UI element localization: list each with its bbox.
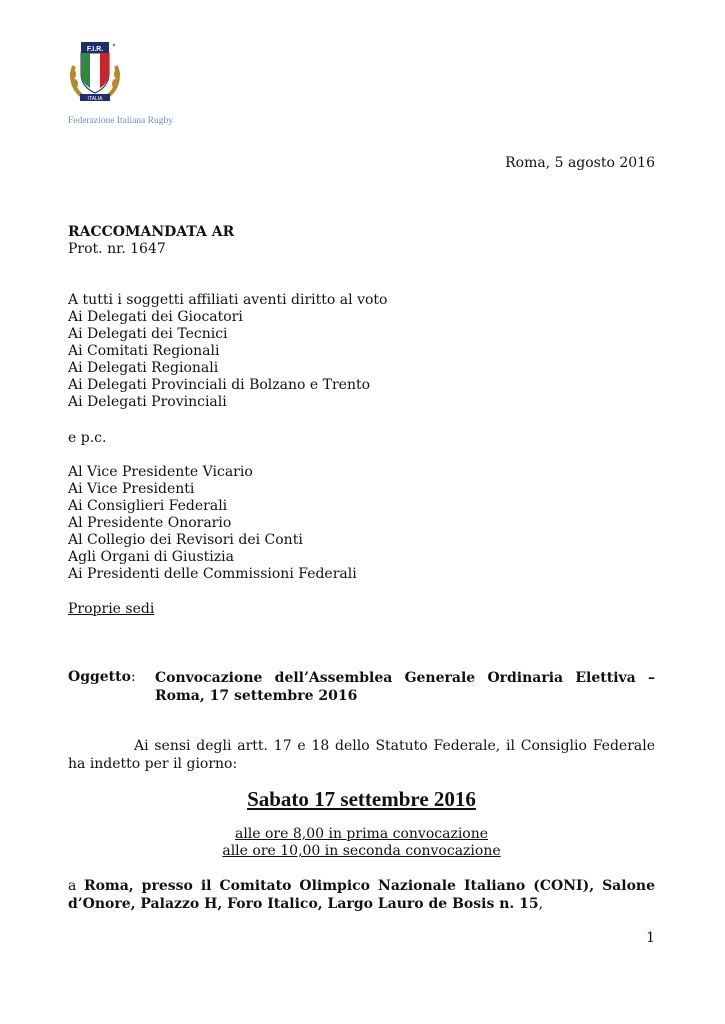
- cc-recipient-line: Al Vice Presidente Vicario: [68, 464, 253, 480]
- cc-label: e p.c.: [68, 430, 107, 446]
- second-call-time: [68, 843, 655, 860]
- cc-recipients-list: [68, 464, 357, 583]
- protocol-number: Prot. nr. 1647: [68, 241, 166, 257]
- body-intro: Ai sensi degli artt. 17 e 18 dello Statuto Federale, il Consiglio Federale ha indetto per il giorno:: [68, 738, 655, 772]
- location-text: Roma, presso il Comitato Olimpico Nazionale Italiano (CONI), Salone d’Onore, Palazzo H, Foro Italico, Largo Lauro de Bosis n. 15: [68, 878, 655, 912]
- recipient-line: Ai Comitati Regionali: [68, 343, 220, 359]
- seat-note: Proprie sedi: [68, 601, 155, 617]
- subject-label: Oggetto: [68, 669, 131, 685]
- cc-recipient-line: Ai Presidenti delle Commissioni Federali: [68, 566, 357, 582]
- registered-mail-label: RACCOMANDATA AR: [68, 224, 235, 240]
- recipient-line: Ai Delegati dei Tecnici: [68, 326, 228, 342]
- cc-recipient-line: Ai Vice Presidenti: [68, 481, 195, 497]
- location-prefix: a: [68, 878, 77, 894]
- subject-text: [155, 669, 655, 705]
- logo-letters: F.I.R.: [86, 46, 104, 53]
- subject-label-row: [68, 669, 136, 685]
- cc-recipient-line: Al Collegio dei Revisori dei Conti: [68, 532, 303, 548]
- first-call-time: [68, 826, 655, 843]
- fir-logo: [68, 40, 122, 104]
- recipient-line: A tutti i soggetti affiliati aventi diritto al voto: [68, 292, 388, 308]
- subject-colon: :: [130, 669, 136, 685]
- cc-recipient-line: Al Presidente Onorario: [68, 515, 232, 531]
- subject-line-1: Convocazione dell’Assemblea Generale Ordinaria Elettiva –: [155, 670, 655, 686]
- organization-name: Federazione Italiana Rugby: [68, 116, 173, 126]
- cc-recipient-line: Agli Organi di Giustizia: [68, 549, 234, 565]
- subject-line-2: Roma, 17 settembre 2016: [155, 688, 358, 704]
- recipient-line: Ai Delegati Provinciali di Bolzano e Trento: [68, 377, 371, 393]
- first-call-text: alle ore 8,00 in prima convocazione: [234, 826, 489, 842]
- logo-ribbon-text: ITALIA: [87, 96, 103, 102]
- meeting-day: Sabato 17 settembre 2016: [247, 787, 476, 811]
- recipients-list: [68, 292, 387, 411]
- recipient-line: Ai Delegati dei Giocatori: [68, 309, 243, 325]
- location-suffix: ,: [538, 896, 544, 912]
- page-number: 1: [646, 930, 655, 946]
- recipient-line: Ai Delegati Regionali: [68, 360, 219, 376]
- date-line: Roma, 5 agosto 2016: [505, 155, 655, 171]
- meeting-location: [68, 877, 655, 913]
- fir-shield-icon: [68, 40, 122, 104]
- cc-recipient-line: Ai Consiglieri Federali: [68, 498, 228, 514]
- second-call-text: alle ore 10,00 in seconda convocazione: [222, 843, 501, 859]
- recipient-line: Ai Delegati Provinciali: [68, 394, 227, 410]
